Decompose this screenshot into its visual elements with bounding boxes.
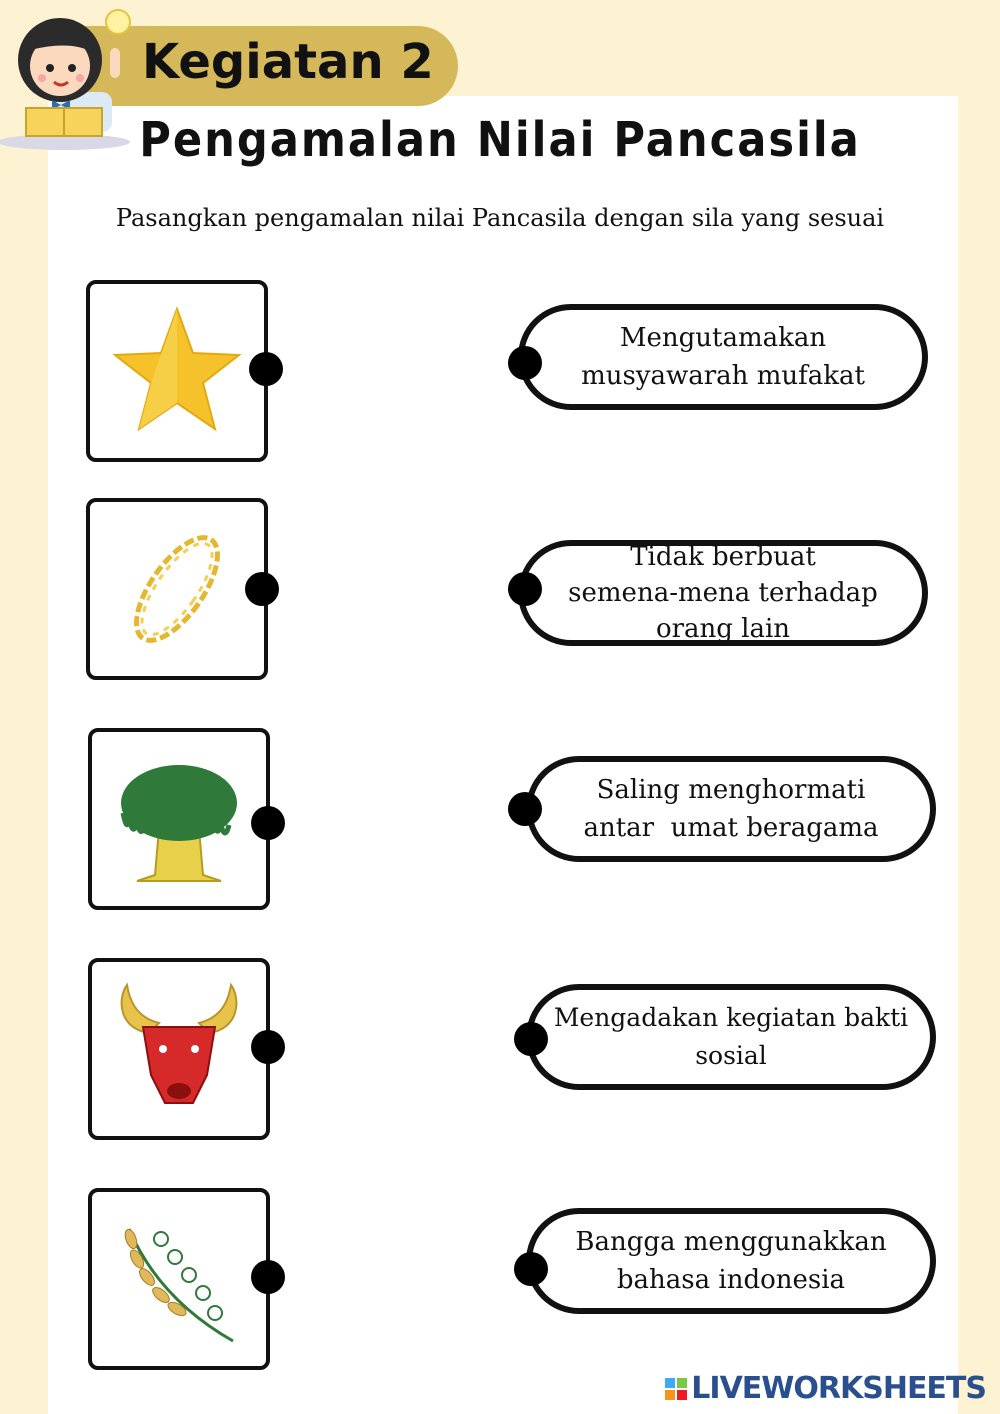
answer-connector-dot[interactable] xyxy=(508,792,542,826)
brand-text: LIVEWORKSHEETS xyxy=(691,1371,986,1406)
answer-text: musyawarah mufakat xyxy=(581,361,865,391)
answer-pill-5[interactable] xyxy=(526,1208,936,1314)
answer-connector-dot[interactable] xyxy=(508,346,542,380)
symbol-connector-dot[interactable] xyxy=(251,806,285,840)
symbol-connector-dot[interactable] xyxy=(245,572,279,606)
answer-text: semena-mena terhadap xyxy=(568,578,878,608)
answer-text: bahasa indonesia xyxy=(616,1265,846,1295)
activity-label: Kegiatan 2 xyxy=(142,34,434,90)
symbol-connector-dot[interactable] xyxy=(251,1260,285,1294)
instruction-text: Pasangkan pengamalan nilai Pancasila dengan sila yang sesuai xyxy=(115,204,885,232)
symbol-box-rice-cotton[interactable] xyxy=(88,1188,270,1370)
answer-text: sosial xyxy=(695,1041,767,1070)
bull-head-icon xyxy=(109,979,249,1119)
answer-text: Mengutamakan xyxy=(619,323,827,353)
answer-connector-dot[interactable] xyxy=(514,1022,548,1056)
symbol-box-banyan-tree[interactable] xyxy=(88,728,270,910)
chain-icon xyxy=(107,519,247,659)
symbol-connector-dot[interactable] xyxy=(251,1030,285,1064)
symbol-box-star[interactable] xyxy=(86,280,268,462)
liveworksheets-logo xyxy=(665,1371,986,1406)
answer-text: antar umat beragama xyxy=(583,813,879,843)
answer-connector-dot[interactable] xyxy=(508,572,542,606)
star-icon xyxy=(107,301,247,441)
page-title: Pengamalan Nilai Pancasila xyxy=(139,112,861,168)
answer-text: Mengadakan kegiatan bakti xyxy=(553,1003,909,1032)
liveworksheets-icon xyxy=(665,1378,687,1400)
answer-text: orang lain xyxy=(655,614,791,644)
answer-pill-3[interactable] xyxy=(526,756,936,862)
answer-connector-dot[interactable] xyxy=(514,1252,548,1286)
symbol-box-chain[interactable] xyxy=(86,498,268,680)
banyan-tree-icon xyxy=(109,749,249,889)
answer-text: Saling menghormati xyxy=(596,775,866,805)
answer-pill-1[interactable] xyxy=(518,304,928,410)
answer-text: Tidak berbuat xyxy=(630,542,816,572)
answer-pill-4[interactable] xyxy=(526,984,936,1090)
answer-text: Bangga menggunakkan xyxy=(575,1227,887,1257)
symbol-connector-dot[interactable] xyxy=(249,352,283,386)
rice-cotton-icon xyxy=(109,1209,249,1349)
answer-pill-2[interactable] xyxy=(518,540,928,646)
symbol-box-bull-head[interactable] xyxy=(88,958,270,1140)
